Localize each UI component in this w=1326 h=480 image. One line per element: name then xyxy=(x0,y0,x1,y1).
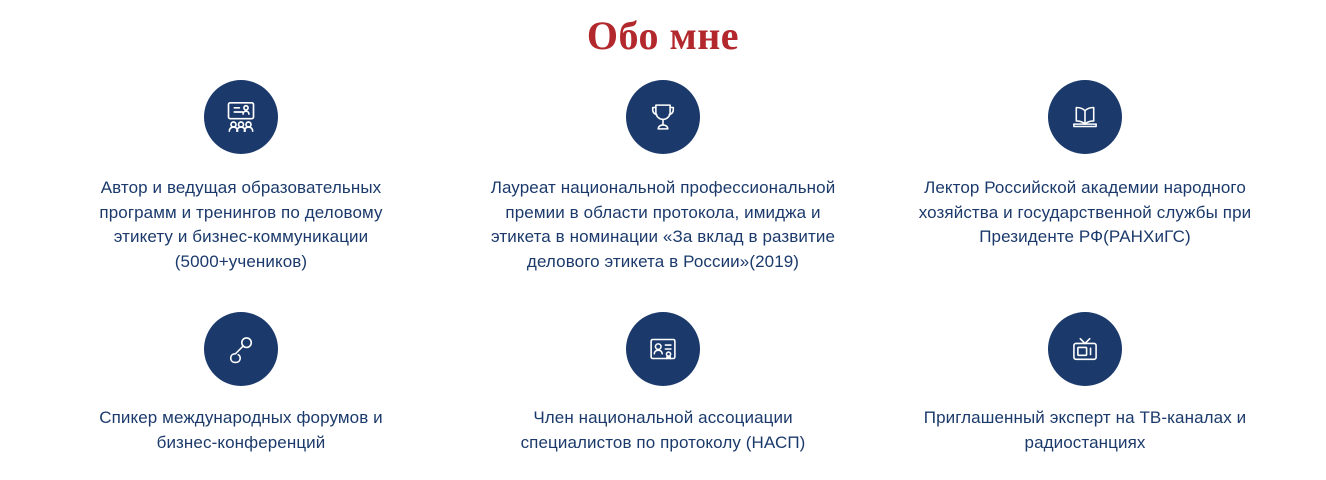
feature-item xyxy=(30,80,452,312)
feature-text: Приглашенный эксперт на ТВ-каналах и радиостанциях xyxy=(923,408,1247,452)
feature-item xyxy=(874,80,1296,312)
feature-text: Лауреат национальной профессиональной премии в области протокола, имиджа и этикета в номинации «За вклад в развитие делового этикета в России»(2019) xyxy=(490,178,836,271)
presentation-training-icon xyxy=(204,80,278,154)
feature-text: Член национальной ассоциации специалистов по протоколу (НАСП) xyxy=(520,408,806,452)
certificate-badge-icon xyxy=(626,312,700,386)
tv-icon xyxy=(1048,312,1122,386)
trophy-icon xyxy=(626,80,700,154)
feature-text: Лектор Российской академии народного хозяйства и государственной службы при Президенте РФ(РАНХиГС) xyxy=(918,178,1252,247)
microphone-icon xyxy=(204,312,278,386)
features-grid xyxy=(0,62,1326,455)
open-book-icon xyxy=(1048,80,1122,154)
feature-text: Спикер международных форумов и бизнес-конференций xyxy=(99,408,383,452)
feature-item xyxy=(452,312,874,455)
feature-text: Автор и ведущая образовательных программ и тренингов по деловому этикету и бизнес-коммуникации (5000+учеников) xyxy=(99,178,383,271)
feature-item xyxy=(874,312,1296,455)
feature-item xyxy=(452,80,874,312)
page-title: Обо мне xyxy=(586,13,740,58)
feature-item xyxy=(30,312,452,455)
